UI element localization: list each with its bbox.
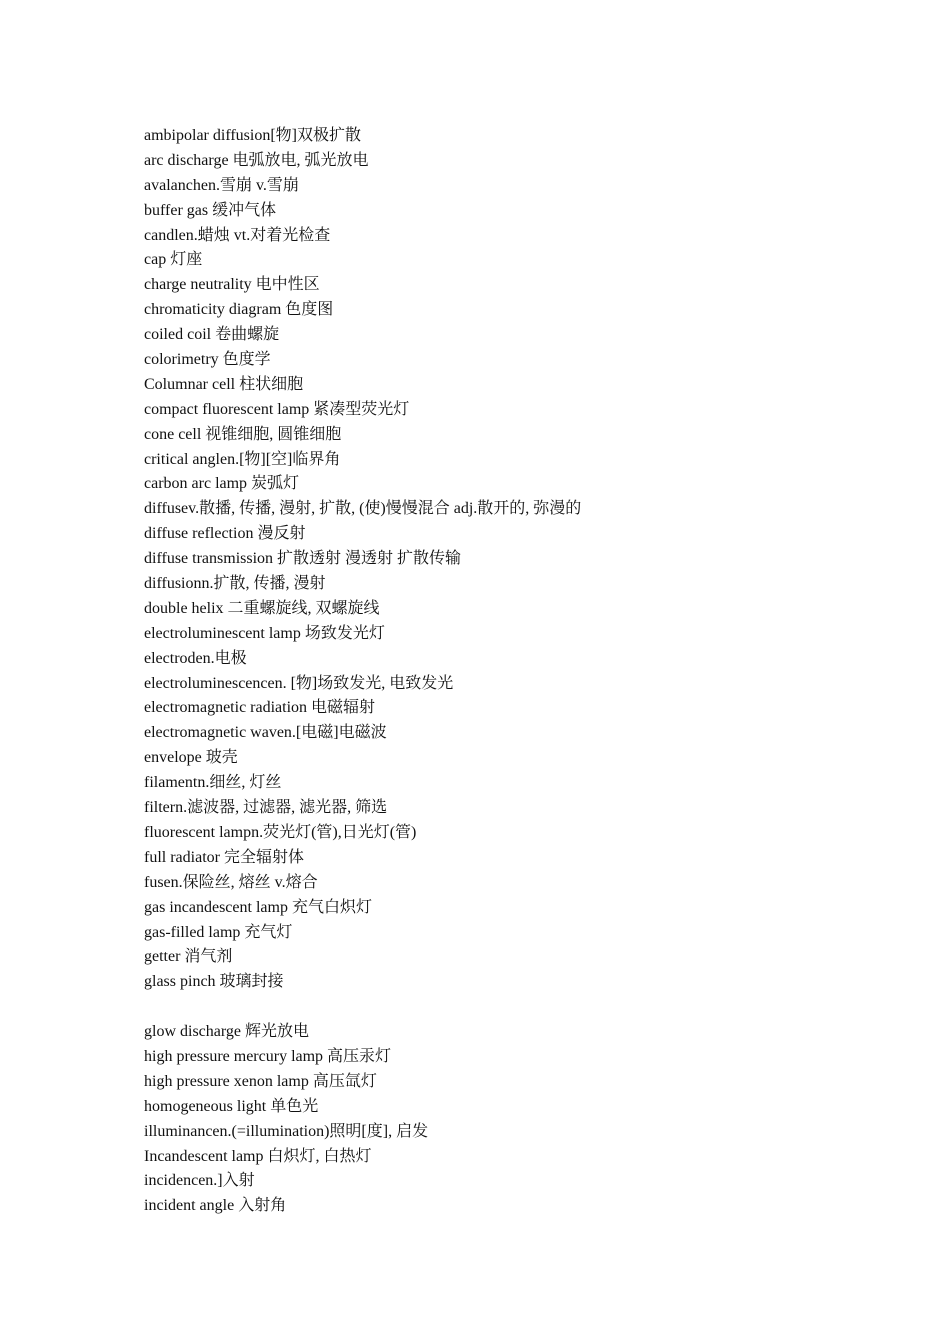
glossary-entry: fluorescent lampn.荧光灯(管),日光灯(管) [144, 823, 417, 841]
glossary-entry: double helix 二重螺旋线, 双螺旋线 [144, 599, 380, 617]
glossary-entry: high pressure xenon lamp 高压氙灯 [144, 1072, 377, 1090]
glossary-entry: gas incandescent lamp 充气白炽灯 [144, 898, 372, 916]
glossary-entry: incidencen.]入射 [144, 1172, 255, 1190]
glossary-entry: arc discharge 电弧放电, 弧光放电 [144, 151, 369, 169]
glossary-entry: carbon arc lamp 炭弧灯 [144, 475, 300, 493]
glossary-entry: filamentn.细丝, 灯丝 [144, 774, 282, 792]
glossary-entry: diffusev.散播, 传播, 漫射, 扩散, (使)慢慢混合 adj.散开的, 弥漫的 [144, 500, 582, 518]
glossary-entry: electroluminescencen. [物]场致发光, 电致发光 [144, 674, 454, 692]
glossary-entry: gas-filled lamp 充气灯 [144, 923, 293, 941]
glossary-entry: critical anglen.[物][空]临界角 [144, 450, 341, 468]
glossary-entry: compact fluorescent lamp 紧凑型荧光灯 [144, 400, 410, 418]
glossary-entry: Incandescent lamp 白炽灯, 白热灯 [144, 1147, 372, 1165]
glossary-entry: illuminancen.(=illumination)照明[度], 启发 [144, 1122, 429, 1140]
glossary-entry: avalanchen.雪崩 v.雪崩 [144, 176, 299, 194]
glossary-entry: diffuse transmission 扩散透射 漫透射 扩散传输 [144, 550, 462, 568]
glossary-entry: high pressure mercury lamp 高压汞灯 [144, 1047, 392, 1065]
glossary-entry: Columnar cell 柱状细胞 [144, 375, 304, 393]
glossary-entry: homogeneous light 单色光 [144, 1097, 319, 1115]
glossary-entry: getter 消气剂 [144, 948, 233, 966]
glossary-entry: diffuse reflection 漫反射 [144, 525, 306, 543]
glossary-entry: electroluminescent lamp 场致发光灯 [144, 624, 385, 642]
glossary-entry: envelope 玻壳 [144, 749, 238, 767]
glossary-entry: glow discharge 辉光放电 [144, 1023, 310, 1041]
glossary-entry: colorimetry 色度学 [144, 351, 271, 369]
glossary-entry: coiled coil 卷曲螺旋 [144, 326, 280, 344]
glossary-entry: filtern.滤波器, 过滤器, 滤光器, 筛选 [144, 799, 388, 817]
glossary-entry: diffusionn.扩散, 传播, 漫射 [144, 575, 326, 593]
blank-line [144, 995, 904, 1020]
glossary-entry: glass pinch 玻璃封接 [144, 973, 284, 991]
glossary-entry: chromaticity diagram 色度图 [144, 301, 334, 319]
glossary-entry: charge neutrality 电中性区 [144, 276, 320, 294]
glossary-list [144, 124, 904, 1219]
glossary-entry: incident angle 入射角 [144, 1197, 287, 1215]
glossary-entry: full radiator 完全辐射体 [144, 848, 304, 866]
glossary-entry: electroden.电极 [144, 649, 247, 667]
glossary-entry: cap 灯座 [144, 251, 203, 269]
glossary-entry: buffer gas 缓冲气体 [144, 201, 277, 219]
glossary-entry: ambipolar diffusion[物]双极扩散 [144, 127, 362, 144]
glossary-entry: electromagnetic waven.[电磁]电磁波 [144, 724, 387, 742]
glossary-entry: fusen.保险丝, 熔丝 v.熔合 [144, 873, 318, 891]
glossary-entry: cone cell 视锥细胞, 圆锥细胞 [144, 425, 342, 443]
glossary-entry: electromagnetic radiation 电磁辐射 [144, 699, 376, 717]
glossary-entry: candlen.蜡烛 vt.对着光检查 [144, 226, 331, 244]
